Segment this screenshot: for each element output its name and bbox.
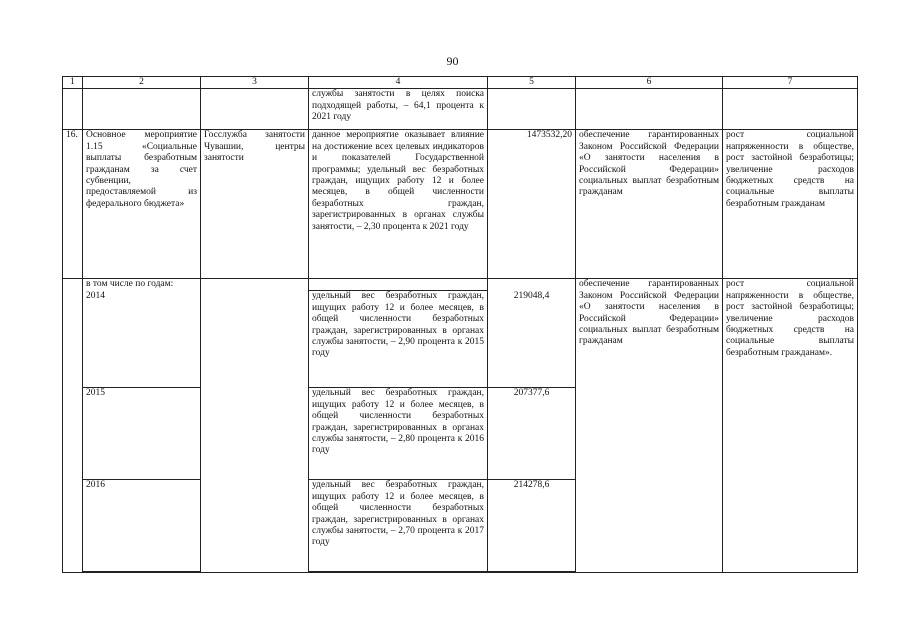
funding-amount: 1473532,20 xyxy=(488,130,576,279)
year-amount: 219048,4 xyxy=(488,291,576,388)
column-number: 1 xyxy=(63,77,83,89)
expected-result: обеспечение гарантированных Законом Российской Федерации «О занятости населения в Российской Федерации» социальных выплат безработным гражданам xyxy=(576,130,723,279)
continuation-effect-cell xyxy=(723,89,858,130)
by-years-num-cell xyxy=(63,279,83,573)
program-activities-table xyxy=(62,76,858,573)
executor: Госслужба занятости Чувашии, центры занятости xyxy=(201,130,309,279)
column-number: 7 xyxy=(723,77,858,89)
row-number: 16. xyxy=(63,130,83,279)
continuation-executor-cell xyxy=(201,89,309,130)
year-amount: 207377,6 xyxy=(488,388,576,480)
year-label: 2016 xyxy=(83,480,201,572)
continuation-result-cell xyxy=(576,89,723,130)
by-years-label-row xyxy=(63,279,858,291)
table-row xyxy=(63,130,858,279)
continuation-indicator-cell: службы занятости в целях поиска подходящей работы, – 64,1 процента к 2021 году xyxy=(309,89,488,130)
column-number: 3 xyxy=(201,77,309,89)
table-bottom-cell xyxy=(488,572,576,573)
page-number: 90 xyxy=(446,54,459,68)
continuation-row xyxy=(63,89,858,130)
continuation-name-cell xyxy=(83,89,201,130)
continuation-num-cell xyxy=(63,89,83,130)
year-label: 2014 xyxy=(83,291,201,388)
by-years-executor-cell xyxy=(201,279,309,573)
by-years-label: в том числе по годам: xyxy=(83,279,201,291)
by-years-amount-spacer xyxy=(488,279,576,291)
column-number: 5 xyxy=(488,77,576,89)
year-indicator: удельный вес безработных граждан, ищущих работу 12 и более месяцев, в общей численности безработных граждан, зарегистрированных в органах службы занятости, – 2,70 процента к 2017 году xyxy=(309,480,488,572)
year-indicator: удельный вес безработных граждан, ищущих работу 12 и более месяцев, в общей численности безработных граждан, зарегистрированных в органах службы занятости, – 2,90 процента к 2015 году xyxy=(309,291,488,388)
column-numbers-row xyxy=(63,77,858,89)
column-number: 2 xyxy=(83,77,201,89)
year-amount: 214278,6 xyxy=(488,480,576,572)
by-years-result: обеспечение гарантированных Законом Российской Федерации «О занятости населения в Российской Федерации» социальных выплат безработным гражданам xyxy=(576,279,723,573)
by-years-consequence: рост социальной напряженности в обществе, рост застойной безработицы; увеличение расходов бюджетных средств на социальные выплаты безработным гражданам». xyxy=(723,279,858,573)
year-indicator: удельный вес безработных граждан, ищущих работу 12 и более месяцев, в общей численности безработных граждан, зарегистрированных в органах службы занятости, – 2,80 процента к 2016 году xyxy=(309,388,488,480)
column-number: 4 xyxy=(309,77,488,89)
by-years-indicator-spacer xyxy=(309,279,488,291)
indicator-text: данное мероприятие оказывает влияние на достижение всех целевых индикаторов и показателей Государственной программы; удельный вес безработных граждан, ищущих работу 12 и более месяцев, в общей численности безработных граждан, зарегистрированных в органах службы занятости, – 2,30 процента к 2021 году xyxy=(309,130,488,279)
column-number: 6 xyxy=(576,77,723,89)
table-bottom-cell xyxy=(83,572,201,573)
activity-name: Основное мероприятие 1.15 «Социальные выплаты безработным гражданам за счет субвенции, предоставляемой из федерального бюджета» xyxy=(83,130,201,279)
year-label: 2015 xyxy=(83,388,201,480)
continuation-amount-cell xyxy=(488,89,576,130)
consequence-text: рост социальной напряженности в обществе, рост застойной безработицы; увеличение расходов бюджетных средств на социальные выплаты безработным гражданам xyxy=(723,130,858,279)
table-bottom-cell xyxy=(309,572,488,573)
